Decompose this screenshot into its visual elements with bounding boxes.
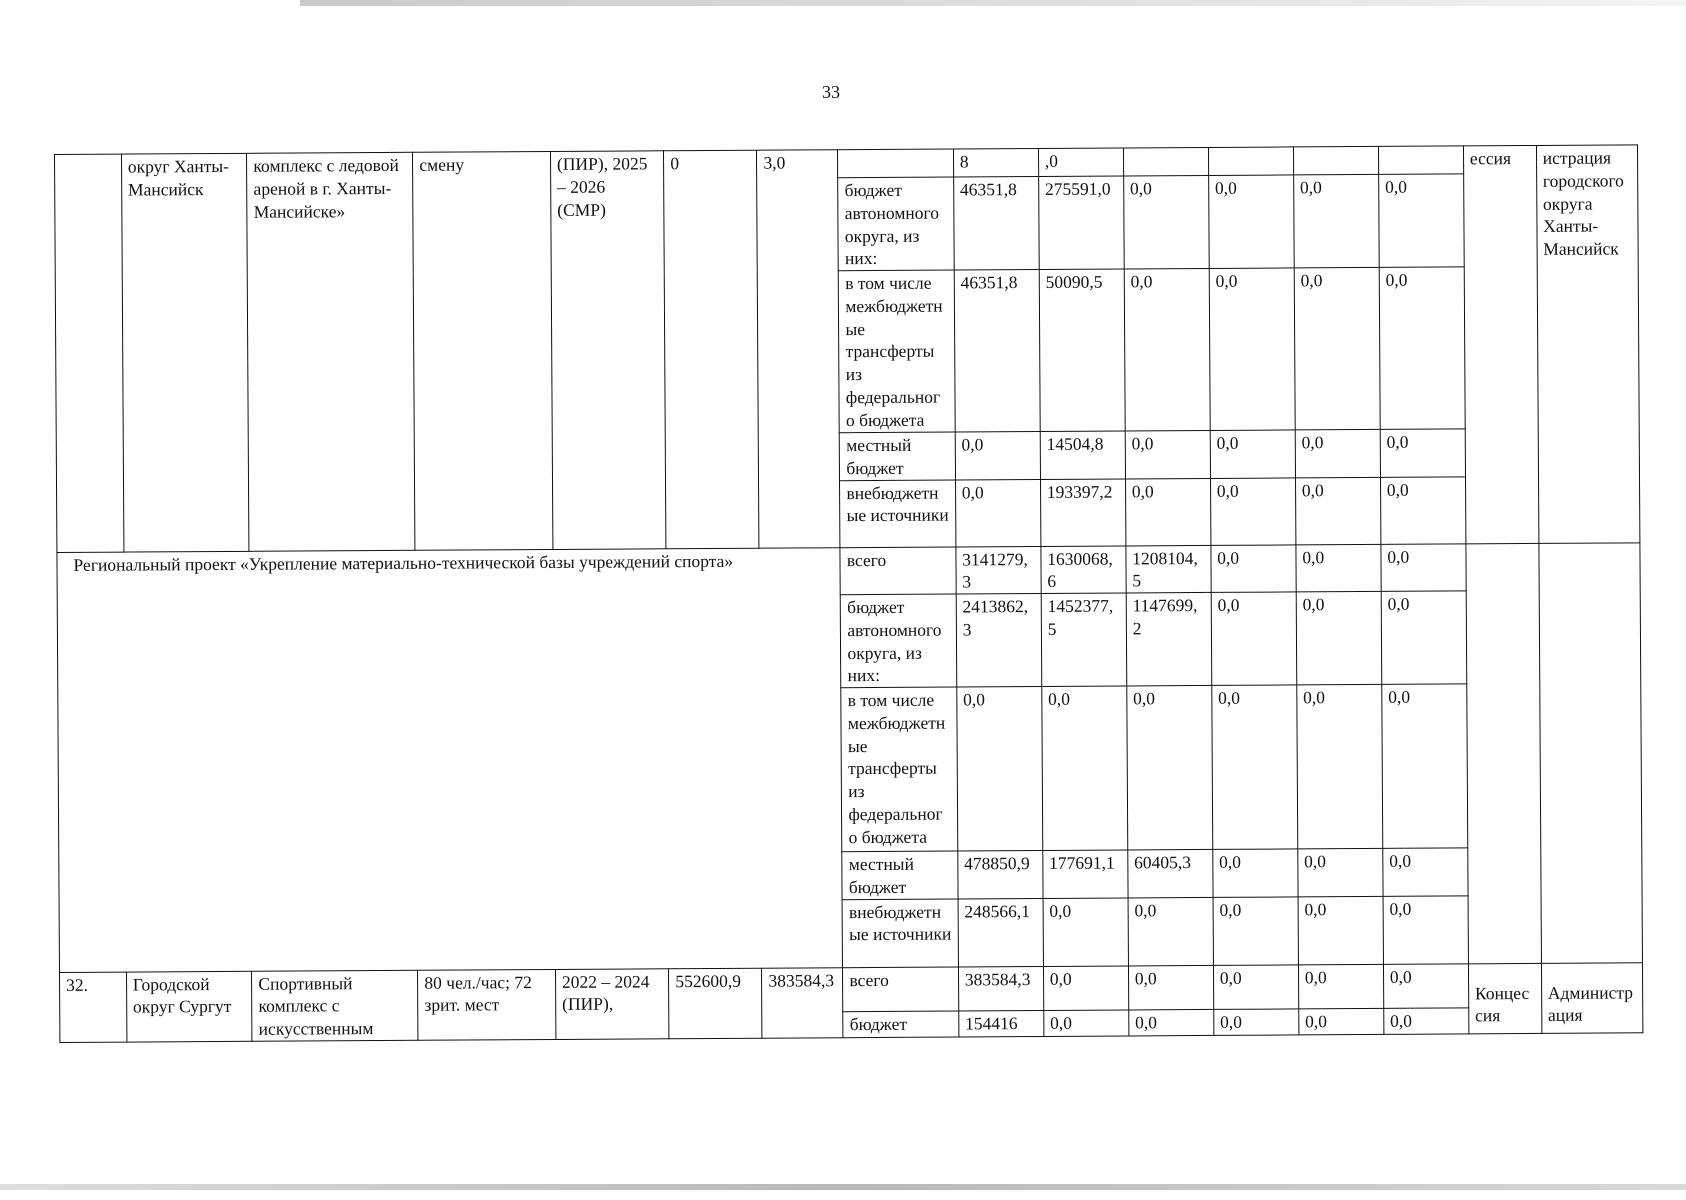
value-cell: 0,0: [1213, 896, 1298, 965]
capacity-cell: смену: [413, 151, 553, 549]
source-cell: внебюджетные источники: [842, 898, 958, 967]
value-cell: [1293, 146, 1378, 175]
capacity-cell: 80 чел./час; 72 зрит. мест: [418, 969, 556, 1040]
value-cell: 1452377,5: [1041, 593, 1127, 687]
value-cell: 0,0: [1128, 897, 1213, 966]
source-cell: в том числе межбюджетные трансферты из федерального бюджета: [839, 270, 955, 433]
customer-cell: Администрация: [1541, 962, 1643, 1033]
value-cell: 0,0: [1297, 684, 1383, 849]
remaining-cost-cell: 383584,3: [762, 967, 843, 1038]
value-cell: 0,0: [1044, 1010, 1129, 1036]
source-cell: всего: [843, 966, 959, 1012]
value-cell: 0,0: [1043, 965, 1128, 1010]
period-cell: 2022 – 2024 (ПИР),: [555, 968, 669, 1039]
value-cell: 50090,5: [1039, 269, 1125, 432]
source-cell: бюджет автономного округа, из них:: [841, 594, 957, 688]
value-cell: 0,0: [1381, 543, 1466, 591]
value-cell: 0,0: [1298, 896, 1383, 965]
value-cell: 383584,3: [958, 966, 1043, 1011]
value-cell: 0,0: [1210, 430, 1295, 478]
value-cell: 46351,8: [953, 176, 1039, 270]
value-cell: 0,0: [1295, 429, 1380, 477]
customer-cell: истрация городского округа Ханты-Мансийск: [1536, 145, 1640, 543]
value-cell: 0,0: [1298, 964, 1383, 1009]
value-cell: 0,0: [1380, 476, 1465, 544]
value-cell: 1147699,2: [1126, 592, 1212, 686]
num-cell: [55, 154, 124, 552]
value-cell: 0,0: [955, 479, 1040, 547]
scan-edge-top: [300, 0, 1686, 6]
value-cell: 0,0: [1298, 848, 1383, 896]
value-cell: 1208104,5: [1126, 545, 1211, 593]
customer-cell-empty: [1539, 542, 1643, 963]
mechanism-cell-empty: [1466, 543, 1541, 963]
value-cell: 0,0: [1383, 848, 1468, 896]
value-cell: 0,0: [1208, 175, 1294, 269]
period-cell: (ПИР), 2025 – 2026 (СМР): [550, 151, 666, 549]
value-cell: 0,0: [1381, 591, 1467, 685]
value-cell: [1378, 146, 1463, 175]
value-cell: 14504,8: [1040, 431, 1125, 479]
regional-project-title: Региональный проект «Укрепление материально-технической базы учреждений спорта»: [57, 547, 843, 972]
num-cell: 32.: [59, 972, 126, 1043]
value-cell: 0,0: [1296, 544, 1381, 592]
value-cell: 1630068,6: [1041, 545, 1126, 593]
value-cell: 0,0: [1293, 174, 1379, 268]
value-cell: 0,0: [1380, 429, 1465, 477]
value-cell: 0,0: [1295, 477, 1380, 545]
value-cell: 0,0: [1379, 267, 1465, 430]
value-cell: 275591,0: [1038, 176, 1124, 270]
value-cell: 0,0: [1125, 430, 1210, 478]
source-cell: внебюджетные источники: [840, 480, 956, 548]
value-cell: 0,0: [1213, 849, 1298, 897]
value-cell: 0,0: [1214, 1009, 1299, 1035]
value-cell: 0,0: [1042, 686, 1128, 851]
source-cell: в том числе межбюджетные трансферты из федерального бюджета: [841, 687, 957, 852]
value-cell: 0,0: [1384, 1008, 1469, 1034]
value-cell: 0,0: [1211, 544, 1296, 592]
value-cell: 0,0: [1209, 268, 1295, 431]
value-cell: 0,0: [1124, 268, 1210, 431]
value-cell: 3141279,3: [956, 546, 1041, 594]
source-cell: бюджет автономного округа, из них:: [838, 177, 954, 271]
value-cell: 8: [953, 148, 1038, 177]
value-cell: 0,0: [1043, 897, 1128, 966]
value-cell: 0,0: [1129, 1010, 1214, 1036]
value-cell: 0,0: [955, 431, 1040, 479]
object-cell: Спортивный комплекс с искусственным: [252, 970, 418, 1041]
value-cell: 2413862,3: [956, 593, 1042, 687]
value-cell: 0,0: [957, 686, 1043, 851]
value-cell: 177691,1: [1043, 850, 1128, 898]
value-cell: 154416: [958, 1011, 1043, 1037]
value-cell: 0,0: [1123, 175, 1209, 269]
document-table-wrap: [54, 144, 1644, 1064]
value-cell: 0,0: [1211, 592, 1297, 686]
value-cell: 0,0: [1378, 174, 1464, 268]
value-cell: [1208, 147, 1293, 176]
value-cell: 0,0: [1299, 1009, 1384, 1035]
value-cell: 478850,9: [958, 850, 1043, 898]
estimated-cost-cell: 552600,9: [669, 968, 763, 1039]
value-cell: 193397,2: [1040, 478, 1125, 546]
scan-edge-bottom: [0, 1184, 1686, 1190]
value-cell: ,0: [1038, 148, 1123, 177]
value-cell: 0,0: [1296, 591, 1382, 685]
value-cell: 0,0: [1213, 964, 1298, 1009]
value-cell: 0,0: [1383, 963, 1468, 1008]
value-cell: [1123, 147, 1208, 176]
value-cell: 60405,3: [1128, 849, 1213, 897]
municipality-cell: округ Ханты-Мансийск: [121, 153, 249, 551]
value-cell: 0,0: [1210, 477, 1295, 545]
mechanism-cell: Концессия: [1468, 963, 1541, 1034]
source-cell: всего: [840, 546, 956, 594]
funding-table: [54, 144, 1643, 1042]
remaining-cost-cell: 3,0: [757, 150, 840, 548]
source-cell: местный бюджет: [842, 851, 958, 899]
value-cell: 0,0: [1128, 965, 1213, 1010]
value-cell: 0,0: [1382, 684, 1468, 849]
municipality-cell: Городской округ Сургут: [126, 971, 252, 1042]
value-cell: 248566,1: [958, 898, 1043, 967]
source-cell: местный бюджет: [840, 432, 956, 480]
value-cell: 0,0: [1125, 478, 1210, 546]
page-number: 33: [822, 82, 840, 102]
source-cell: [838, 149, 954, 178]
value-cell: 0,0: [1212, 685, 1298, 850]
object-cell: комплекс с ледовой ареной в г. Ханты-Мансийске»: [247, 152, 415, 551]
source-cell: бюджет: [843, 1011, 959, 1037]
value-cell: 46351,8: [954, 269, 1040, 432]
value-cell: 0,0: [1127, 685, 1213, 850]
value-cell: 0,0: [1383, 895, 1468, 964]
value-cell: 0,0: [1294, 267, 1380, 430]
mechanism-cell: ессия: [1463, 145, 1538, 543]
estimated-cost-cell: 0: [664, 150, 760, 548]
